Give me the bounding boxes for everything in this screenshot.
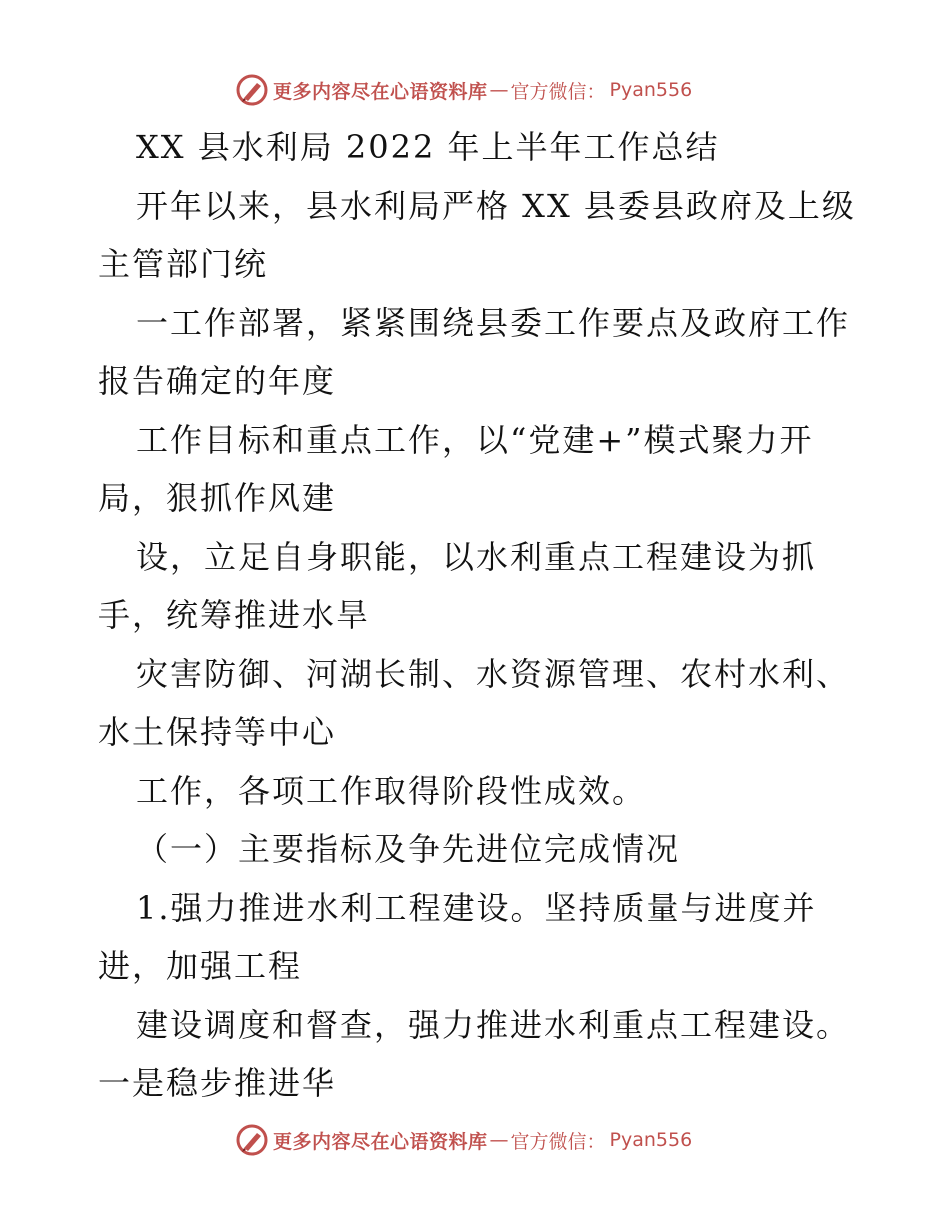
paragraph-line: 局，狠抓作风建 bbox=[98, 479, 337, 517]
paragraph-line: 报告确定的年度 bbox=[98, 362, 337, 400]
pen-logo-icon bbox=[235, 73, 269, 107]
paragraph-line: 一是稳步推进华 bbox=[98, 1064, 337, 1102]
watermark-wechat-id: Pyan556 bbox=[609, 1129, 693, 1151]
paragraph-line: 一工作部署，紧紧围绕县委工作要点及政府工作 bbox=[136, 303, 851, 342]
section-heading: （一）主要指标及争先进位完成情况 bbox=[136, 830, 681, 868]
watermark-separator: — bbox=[489, 79, 509, 101]
paragraph-line: 开年以来，县水利局严格 XX 县委县政府及上级 bbox=[136, 186, 856, 225]
watermark-footer bbox=[235, 1120, 692, 1160]
paragraph-line: 1.强力推进水利工程建设。坚持质量与进度并 bbox=[136, 888, 817, 927]
paragraph-line: 工作，各项工作取得阶段性成效。 bbox=[136, 771, 647, 810]
pen-logo-icon bbox=[235, 1123, 269, 1157]
paragraph-line: 工作目标和重点工作，以“党建+”模式聚力开 bbox=[136, 420, 814, 459]
watermark-wechat-label: 官方微信： bbox=[510, 80, 606, 103]
paragraph-line: 主管部门统 bbox=[98, 245, 269, 283]
watermark-text: 更多内容尽在心语资料库 bbox=[273, 1130, 488, 1153]
paragraph-line: 建设调度和督查，强力推进水利重点工程建设。 bbox=[136, 1005, 851, 1044]
watermark-wechat-label: 官方微信： bbox=[510, 1130, 606, 1153]
watermark-separator: — bbox=[489, 1129, 509, 1151]
paragraph-line: 设，立足自身职能，以水利重点工程建设为抓 bbox=[136, 537, 817, 576]
document-title: XX 县水利局 2022 年上半年工作总结 bbox=[136, 128, 720, 166]
paragraph-line: 手，统筹推进水旱 bbox=[98, 596, 371, 634]
watermark-wechat-id: Pyan556 bbox=[609, 79, 693, 101]
paragraph-line: 灾害防御、河湖长制、水资源管理、农村水利、 bbox=[136, 654, 851, 693]
watermark-text: 更多内容尽在心语资料库 bbox=[273, 80, 488, 103]
document-body bbox=[98, 118, 858, 1113]
watermark-header bbox=[235, 70, 692, 110]
paragraph-line: 水土保持等中心 bbox=[98, 713, 337, 751]
paragraph-line: 进，加强工程 bbox=[98, 947, 303, 985]
